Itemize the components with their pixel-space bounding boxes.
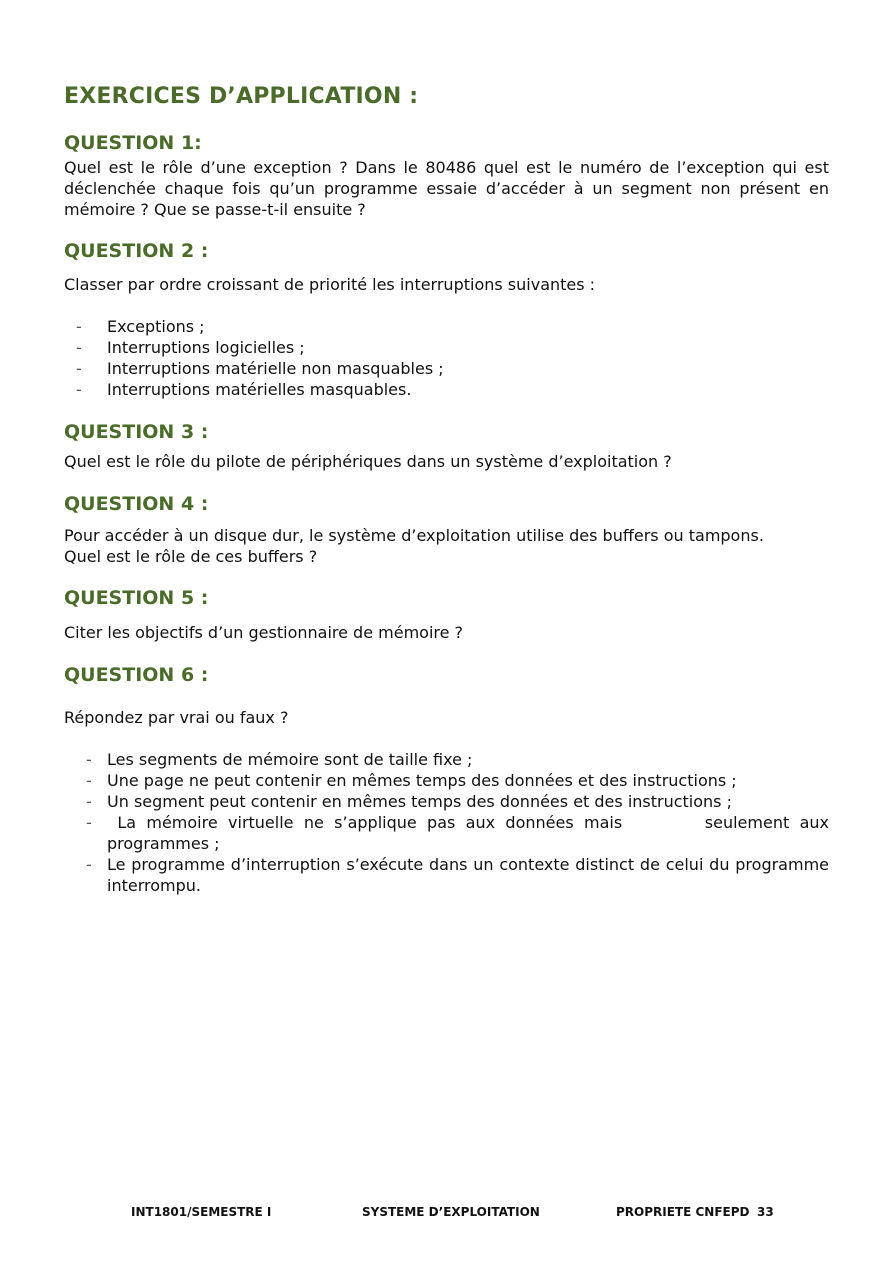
question-3	[64, 420, 829, 472]
question-2-list	[64, 316, 829, 400]
question-3-heading: QUESTION 3 :	[64, 421, 209, 443]
question-4-text-line-2: Quel est le rôle de ces buffers ?	[64, 547, 318, 566]
question-6-heading: QUESTION 6 :	[64, 664, 209, 686]
list-item: - Le programme d’interruption s’exécute dans un contexte distinct de celui du programme interrompu.	[86, 855, 829, 895]
list-item: - Les segments de mémoire sont de taille fixe ;	[86, 750, 473, 769]
bullet-dash: -	[76, 359, 82, 378]
question-2	[64, 239, 829, 400]
bullet-dash: -	[86, 855, 92, 874]
question-2-text: Classer par ordre croissant de priorité les interruptions suivantes :	[64, 275, 596, 294]
footer-course-code: INT1801/SEMESTRE I	[131, 1205, 272, 1219]
list-item: - La mémoire virtuelle ne s’applique pas aux données mais seulement aux programmes ;	[86, 813, 835, 853]
question-5	[64, 586, 829, 643]
document-page	[64, 84, 835, 896]
question-6-text: Répondez par vrai ou faux ?	[64, 708, 289, 727]
bullet-dash: -	[76, 380, 82, 399]
question-2-heading: QUESTION 2 :	[64, 240, 209, 262]
page-number: 33	[757, 1205, 774, 1219]
list-item: - Une page ne peut contenir en mêmes temps des données et des instructions ;	[86, 771, 737, 790]
question-6-list	[64, 749, 835, 896]
question-3-text: Quel est le rôle du pilote de périphériques dans un système d’exploitation ?	[64, 452, 672, 471]
footer-course-title: SYSTEME D’EXPLOITATION	[362, 1205, 540, 1219]
question-6	[64, 663, 835, 896]
bullet-dash: -	[76, 338, 82, 357]
list-item: - Un segment peut contenir en mêmes temps des données et des instructions ;	[86, 792, 732, 811]
list-item: - Interruptions matérielles masquables.	[76, 380, 412, 399]
bullet-dash: -	[86, 771, 92, 790]
bullet-dash: -	[76, 317, 82, 336]
list-item: - Exceptions ;	[76, 317, 205, 336]
list-item: - Interruptions logicielles ;	[76, 338, 305, 357]
question-4-heading: QUESTION 4 :	[64, 493, 209, 515]
footer-owner: PROPRIETE CNFEPD	[616, 1205, 750, 1219]
list-item: - Interruptions matérielle non masquables ;	[76, 359, 444, 378]
question-1-heading: QUESTION 1:	[64, 132, 202, 154]
question-4-text-line-1: Pour accéder à un disque dur, le système d’exploitation utilise des buffers ou tampons.	[64, 526, 764, 545]
question-5-heading: QUESTION 5 :	[64, 587, 209, 609]
question-1-text: Quel est le rôle d’une exception ? Dans le 80486 quel est le numéro de l’exception qui est déclenchée chaque fois qu’un programme essaie d’accéder à un segment non présent en mémoire ? Que se passe-t-il ensuite ?	[64, 158, 829, 219]
page-title: EXERCICES D’APPLICATION :	[64, 84, 419, 109]
question-5-text: Citer les objectifs d’un gestionnaire de mémoire ?	[64, 623, 464, 642]
bullet-dash: -	[86, 792, 92, 811]
bullet-dash: -	[86, 813, 92, 832]
question-1	[64, 131, 829, 220]
question-4	[64, 492, 829, 567]
bullet-dash: -	[86, 750, 92, 769]
